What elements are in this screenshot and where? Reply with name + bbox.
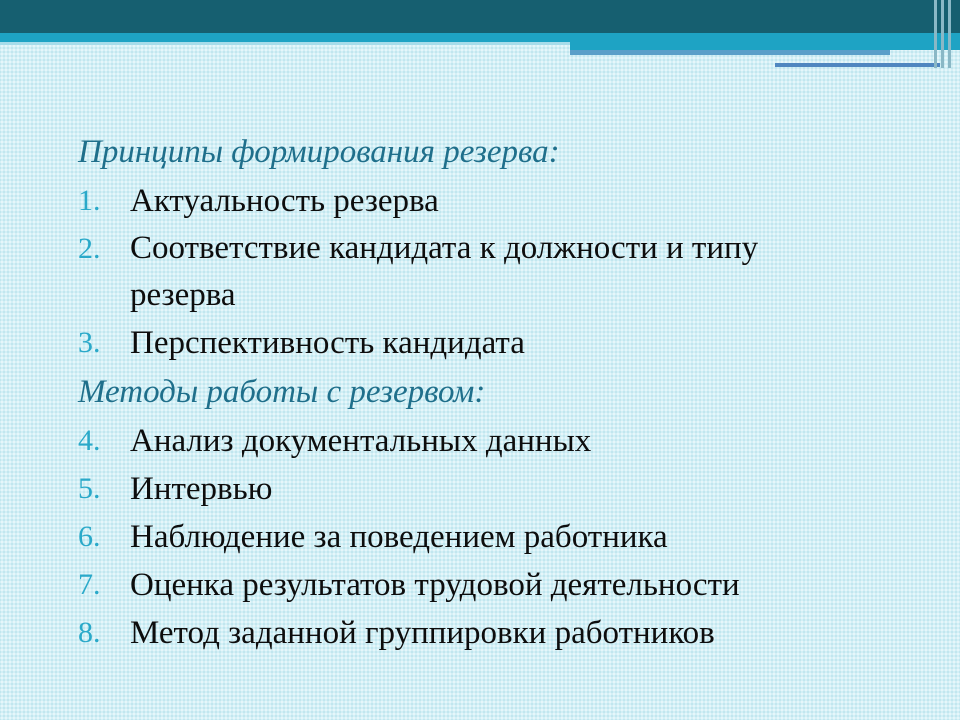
list-number: 4. [78, 424, 101, 457]
list-item [78, 417, 938, 465]
list-item-text: Соответствие кандидата к должности и типу резерва [130, 230, 759, 313]
slide-content [78, 127, 938, 657]
section-heading-principles: Принципы формирования резерва: [78, 134, 560, 170]
header-step [570, 42, 960, 50]
header-band [0, 0, 960, 33]
list-item-text: Анализ документальных данных [130, 423, 592, 459]
header-step-bar-lower [775, 63, 940, 67]
list-number: 2. [78, 232, 101, 265]
list-number: 3. [78, 326, 101, 359]
list-item [78, 561, 938, 609]
header-step-bar [570, 50, 890, 55]
header-corner-lines [930, 0, 960, 68]
list-item-text: Интервью [130, 471, 273, 507]
list-number: 1. [78, 184, 101, 217]
list-item-text: Метод заданной группировки работников [130, 615, 715, 651]
list-number: 6. [78, 520, 101, 553]
list-item-text: Наблюдение за поведением работника [130, 519, 668, 555]
list-number: 7. [78, 568, 101, 601]
list-item [78, 465, 938, 513]
list-item-text: Актуальность резерва [130, 183, 439, 219]
list-item [78, 513, 938, 561]
list-item-text: Перспективность кандидата [130, 325, 525, 361]
list-item [78, 177, 938, 225]
header-stripe-light [0, 42, 570, 45]
list-number: 8. [78, 616, 101, 649]
list-item [78, 319, 938, 367]
header-stripe [0, 33, 960, 42]
list-item-text: Оценка результатов трудовой деятельности [130, 567, 740, 603]
list-item [78, 225, 938, 319]
section-heading-methods: Методы работы с резервом: [78, 374, 486, 410]
list-number: 5. [78, 472, 101, 505]
list-item [78, 609, 938, 657]
